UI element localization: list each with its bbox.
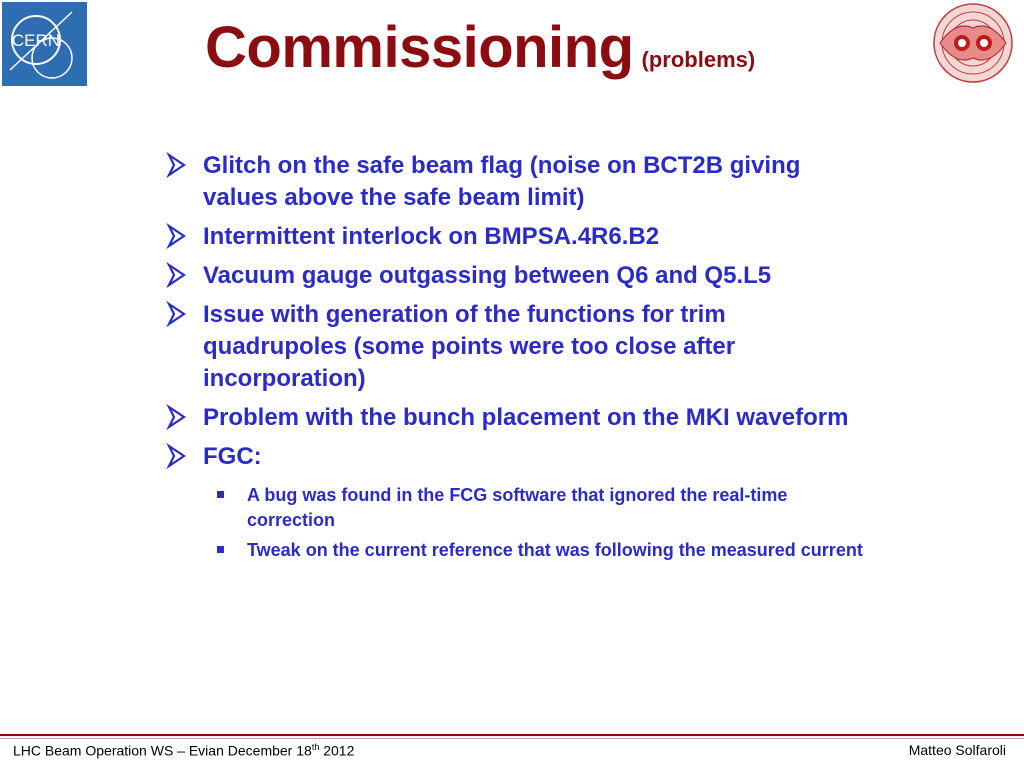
list-item-text: Issue with generation of the functions for trim quadrupoles (some points were too close after incorporation)	[203, 301, 736, 392]
footer-event-prefix: LHC Beam Operation WS – Evian December 18	[13, 742, 312, 759]
title-sub: (problems)	[641, 47, 756, 72]
square-bullet-icon	[217, 546, 224, 553]
footer-author: Matteo Solfaroli	[908, 742, 1006, 758]
square-bullet-icon	[217, 491, 224, 498]
arrow-bullet-icon	[166, 223, 188, 249]
list-item	[166, 150, 866, 214]
list-item-text: Glitch on the safe beam flag (noise on BCT2B giving values above the safe beam limit)	[203, 152, 801, 211]
footer-event-suffix: 2012	[319, 742, 355, 759]
list-item	[166, 260, 866, 292]
footer-divider-thin	[0, 738, 1024, 739]
sub-list-item	[166, 483, 866, 533]
cern-logo	[2, 2, 87, 86]
list-item	[166, 441, 866, 473]
arrow-bullet-icon	[166, 262, 188, 288]
list-item-text: Vacuum gauge outgassing between Q6 and Q5.L5	[203, 262, 772, 289]
arrow-bullet-icon	[166, 404, 188, 430]
slide-content	[166, 150, 866, 568]
list-item	[166, 299, 866, 395]
list-item-text: FGC:	[203, 443, 262, 470]
footer-event-sup: th	[311, 742, 320, 752]
arrow-bullet-icon	[166, 152, 188, 178]
title-main: Commissioning	[205, 15, 634, 80]
list-item-text: Intermittent interlock on BMPSA.4R6.B2	[203, 223, 660, 250]
cern-logo-text: CERN	[11, 31, 61, 50]
slide-title	[205, 14, 755, 81]
arrow-bullet-icon	[166, 301, 188, 327]
arrow-bullet-icon	[166, 443, 188, 469]
list-item	[166, 402, 866, 434]
sub-list-item	[166, 538, 866, 563]
sub-list-item-text: Tweak on the current reference that was following the measured current	[247, 540, 863, 560]
lhc-logo	[932, 2, 1014, 84]
footer-divider	[0, 734, 1024, 736]
sub-list-item-text: A bug was found in the FCG software that ignored the real-time correction	[247, 485, 788, 530]
list-item-text: Problem with the bunch placement on the MKI waveform	[203, 404, 849, 431]
footer-event	[13, 742, 354, 759]
list-item	[166, 221, 866, 253]
